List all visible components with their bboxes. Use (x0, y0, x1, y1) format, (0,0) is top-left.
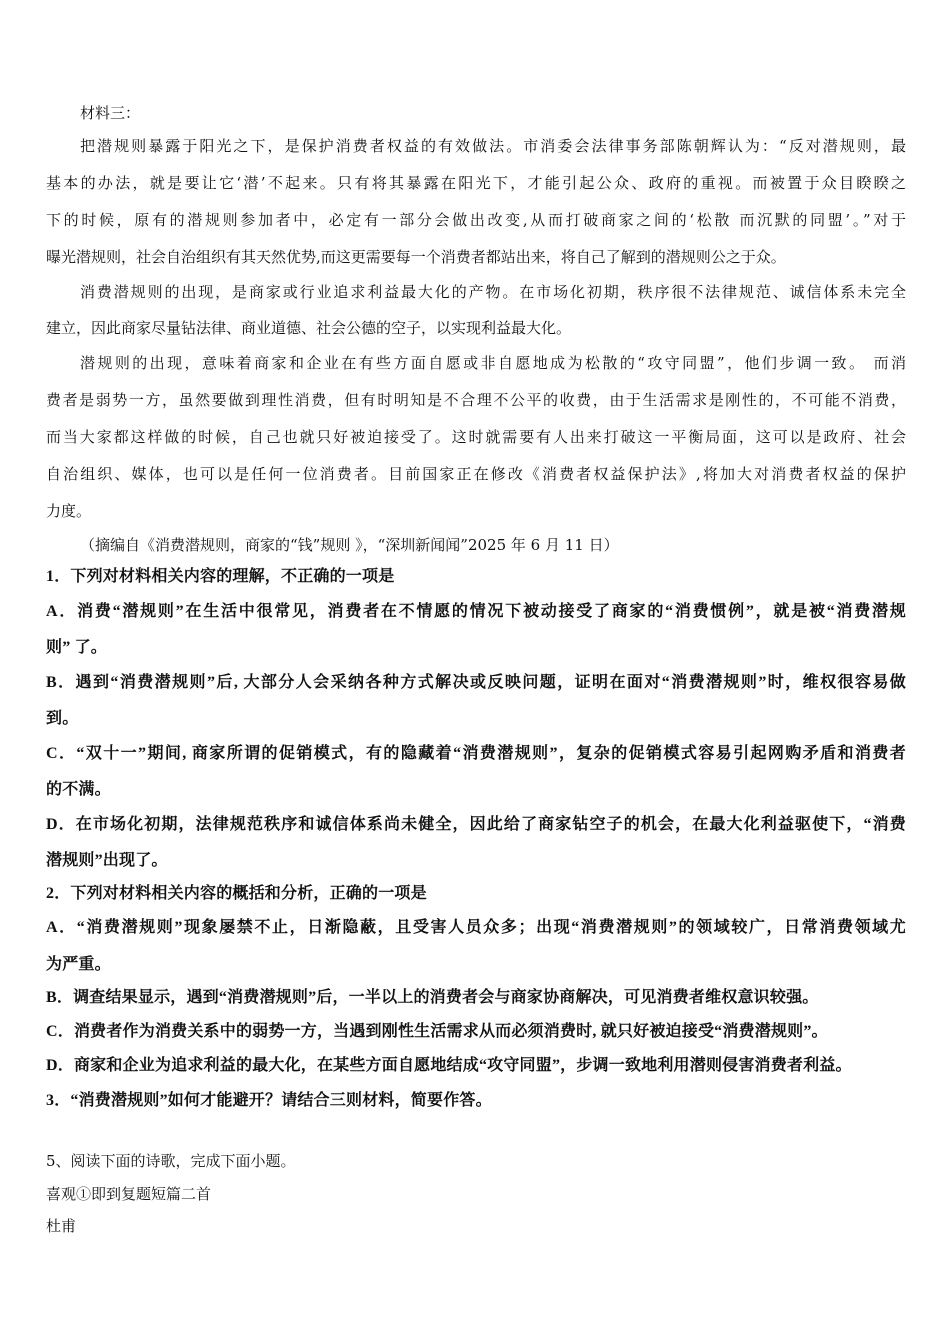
question-stem: 3．“消费潜规则”如何才能避开？请结合三则材料，简要作答。 (46, 1092, 492, 1109)
paragraph-line: 把潜规则暴露于阳光之下，是保护消费者权益的有效做法。市消委会法律事务部陈朝辉认为：“反对潜规则，最 (80, 137, 906, 155)
paragraph-line: 潜规则的出现，意味着商家和企业在有些方面自愿或非自愿地成为松散的“攻守同盟”，他们步调一致。 而消 (80, 354, 906, 372)
option-line: C．“双十一”期间, 商家所谓的促销模式，有的隐藏着“消费潜规则”，复杂的促销模式容易引起网购矛盾和消费者 (46, 745, 906, 762)
option-line: 的不满。 (46, 781, 111, 798)
paragraph-line: 曝光潜规则，社会自治组织有其天然优势,而这更需要每一个消费者都站出来，将自己了解到的潜规则公之于众。 (46, 248, 786, 266)
poem-title: 喜观①即到复题短篇二首 (46, 1185, 212, 1203)
section-instruction: 5、阅读下面的诗歌，完成下面小题。 (46, 1152, 296, 1170)
question-stem: 2．下列对材料相关内容的概括和分析，正确的一项是 (46, 885, 427, 902)
option-line: C．消费者作为消费关系中的弱势一方，当遇到刚性生活需求从而必须消费时, 就只好被迫接受“消费潜规则”。 (46, 1023, 828, 1040)
option-line: D．商家和企业为追求利益的最大化，在某些方面自愿地结成“攻守同盟”，步调一致地利用潜则侵害消费者利益。 (46, 1057, 852, 1074)
paragraph-line: 自治组织、媒体，也可以是任何一位消费者。目前国家正在修改《消费者权益保护法》,将加大对消费者权益的保护 (46, 465, 906, 483)
option-line: 到。 (46, 710, 79, 727)
material-heading: 材料三： (80, 104, 141, 122)
option-line: A．消费“潜规则”在生活中很常见，消费者在不情愿的情况下被动接受了商家的“消费惯例”，就是被“消费潜规 (46, 603, 906, 620)
option-line: 则” 了。 (46, 639, 108, 656)
option-line: B．遇到“消费潜规则”后, 大部分人会采纳各种方式解决或反映问题，证明在面对“消费潜规则”时，维权很容易做 (46, 674, 906, 691)
paragraph-line: 建立，因此商家尽量钻法律、商业道德、社会公德的空子，以实现利益最大化。 (46, 319, 572, 337)
paragraph-line: 力度。 (46, 502, 92, 520)
paragraph-line: 而当大家都这样做的时候，自己也就只好被迫接受了。这时就需要有人出来打破这一平衡局面，这可以是政府、社会 (46, 428, 906, 446)
paragraph-line: 消费潜规则的出现，是商家或行业追求利益最大化的产物。在市场化初期，秩序很不法律规范、诚信体系未完全 (80, 283, 906, 301)
option-line: 潜规则”出现了。 (46, 852, 168, 869)
option-line: 为严重。 (46, 956, 111, 973)
paragraph-line: 基本的办法，就是要让它‘潜’不起来。只有将其暴露在阳光下，才能引起公众、政府的重视。而被置于众目睽睽之 (46, 174, 906, 192)
option-line: B．调查结果显示，遇到“消费潜规则”后，一半以上的消费者会与商家协商解决，可见消费者维权意识较强。 (46, 989, 819, 1006)
question-stem: 1．下列对材料相关内容的理解，不正确的一项是 (46, 568, 395, 585)
option-line: D．在市场化初期，法律规范秩序和诚信体系尚未健全，因此给了商家钻空子的机会，在最大化利益驱使下，“消费 (46, 816, 906, 833)
paragraph-line: 下的时候，原有的潜规则参加者中，必定有一部分会做出改变,从而打破商家之间的‘松散 而沉默的同盟’。”对于 (46, 211, 906, 229)
source-citation: （摘编自《消费潜规则，商家的“钱”规则 》，“深圳新闻闻”2025 年 6 月 11 日） (80, 536, 619, 554)
poem-author: 杜甫 (46, 1217, 77, 1235)
option-line: A．“消费潜规则”现象屡禁不止，日渐隐蔽，且受害人员众多；出现“消费潜规则”的领域较广，日常消费领域尤 (46, 919, 906, 936)
paragraph-line: 费者是弱势一方，虽然要做到理性消费，但有时明知是不合理不公平的收费，由于生活需求是刚性的，不可能不消费， (46, 391, 906, 409)
